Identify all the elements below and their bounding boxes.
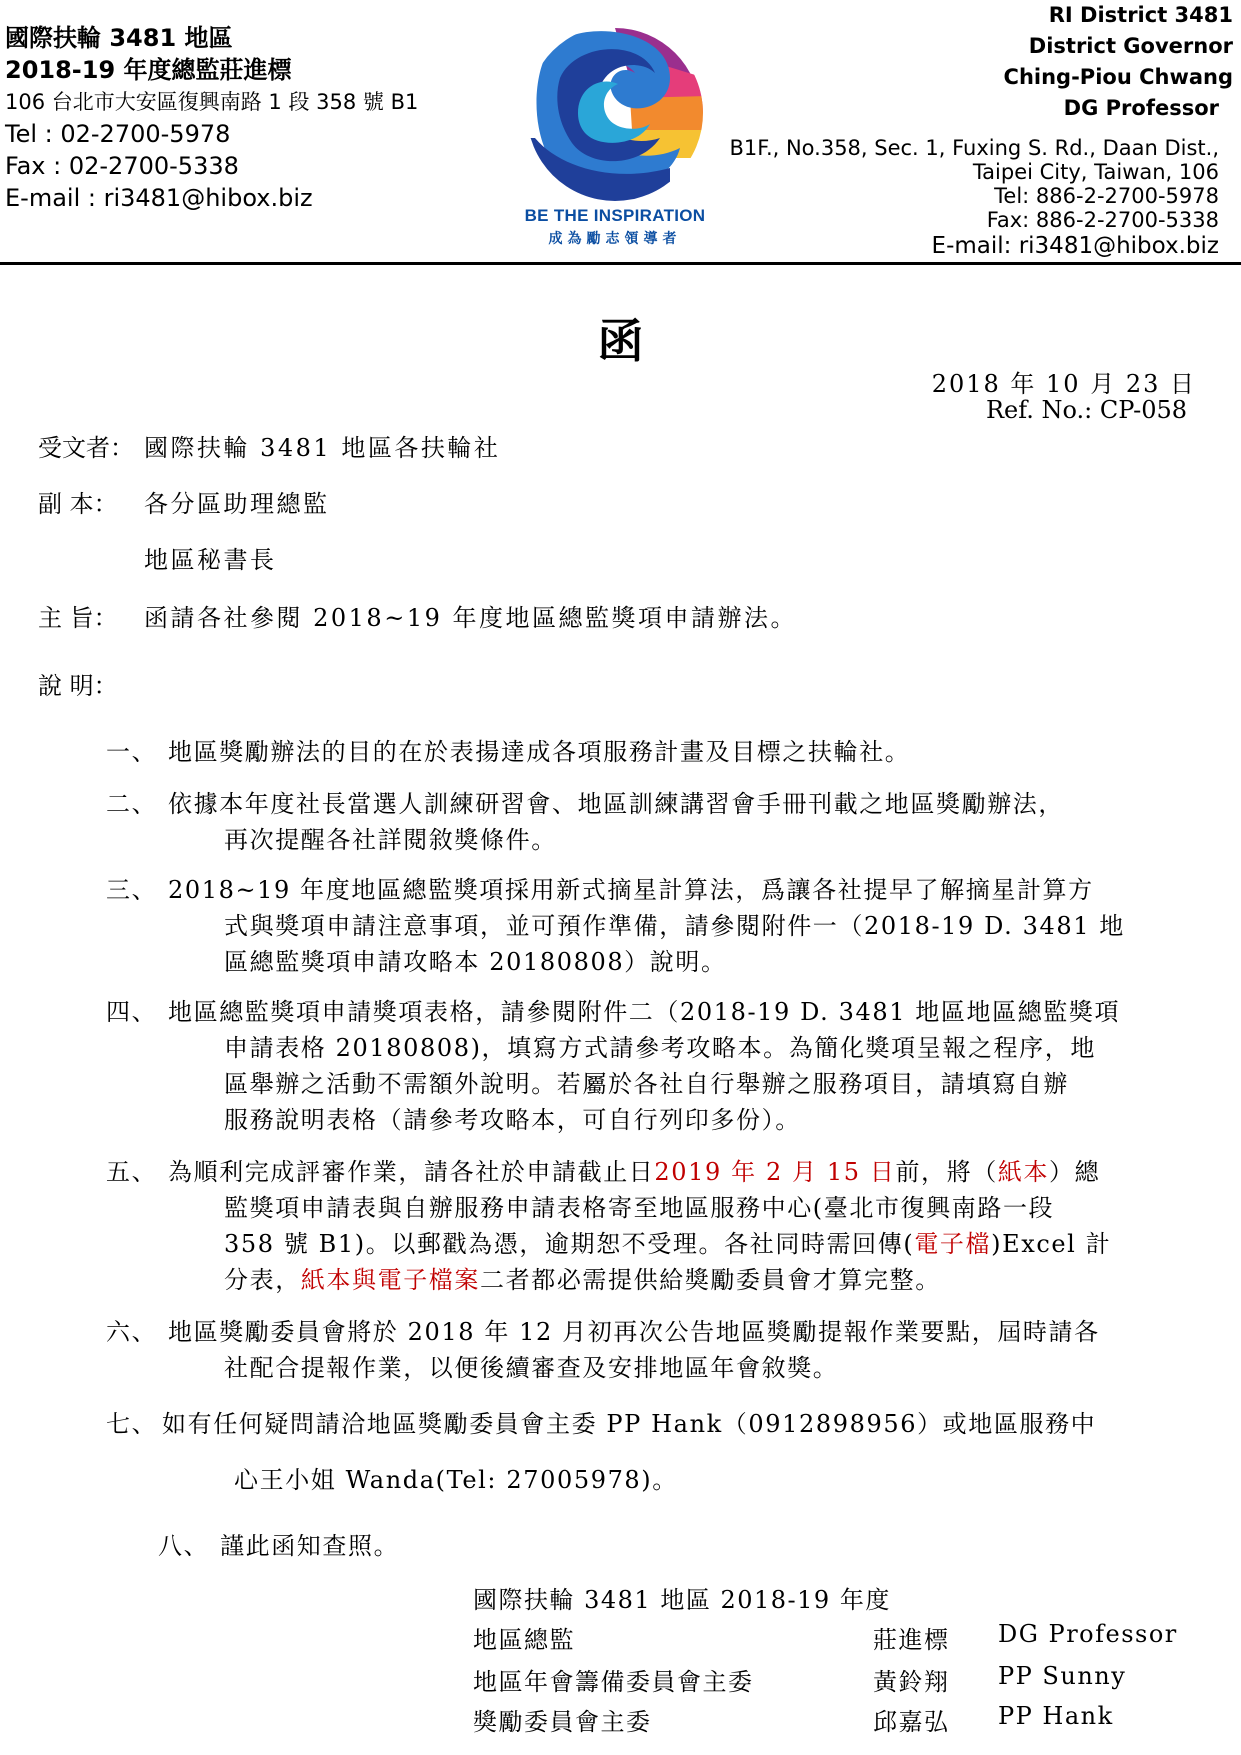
item-5-line-3 xyxy=(168,1226,1206,1262)
signature-title-1: DG Professor xyxy=(998,1620,1178,1648)
item-5-text-a: 為順利完成評審作業，請各社於申請截止日 xyxy=(168,1158,655,1186)
signature-name-3: 邱嘉弘 xyxy=(873,1708,950,1736)
description-label: 說 明： xyxy=(38,672,118,700)
item-7-line-2: 心王小姐 Wanda(Tel: 27005978)。 xyxy=(234,1466,678,1494)
recipient-label: 受文者： xyxy=(38,434,134,462)
item-4-line-3: 區舉辦之活動不需額外說明。若屬於各社自行舉辦之服務項目，請填寫自辦 xyxy=(224,1070,1069,1098)
item-5-text-f: 分表， xyxy=(224,1266,301,1294)
item-3-line-2: 式與獎項申請注意事項，並可預作準備，請參閱附件一（2018-19 D. 3481 地 xyxy=(224,912,1125,940)
item-4 xyxy=(106,994,1206,1138)
item-3-line-1: 2018~19 年度地區總監獎項採用新式摘星計算法，爲讓各社提早了解摘星計算方 xyxy=(168,876,1094,904)
item-8-text: 謹此函知查照。 xyxy=(220,1532,400,1560)
item-3-line-3: 區總監獎項申請攻略本 20180808）說明。 xyxy=(224,948,727,976)
both-formats-highlight: 紙本與電子檔案 xyxy=(300,1266,481,1294)
address-en-1: B1F., No.358, Sec. 1, Fuxing S. Rd., Daan Dist., xyxy=(729,136,1219,160)
document-date: 2018 年 10 月 23 日 xyxy=(931,370,1196,398)
signature-name-2: 黃鈴翔 xyxy=(873,1668,950,1696)
recipient: 國際扶輪 3481 地區各扶輪社 xyxy=(144,434,501,462)
item-7 xyxy=(106,1406,1206,1498)
signature-title-2: PP Sunny xyxy=(998,1662,1127,1690)
subject: 函請各社參閱 2018~19 年度地區總監獎項申請辦法。 xyxy=(144,604,797,632)
letterhead-right xyxy=(729,0,1233,260)
cc-label: 副 本： xyxy=(38,490,118,518)
item-5-line-4 xyxy=(168,1262,1206,1298)
item-5-line-2: 監獎項申請表與自辦服務申請表格寄至地區服務中心(臺北市復興南路一段 xyxy=(224,1194,1055,1222)
item-3-number: 三、 xyxy=(106,876,158,904)
email-en: E-mail: ri3481@hibox.biz xyxy=(931,233,1219,259)
item-5-text-c: ）總 xyxy=(1049,1158,1101,1186)
signature-role-1: 地區總監 xyxy=(473,1626,575,1654)
item-5-number: 五、 xyxy=(106,1158,158,1186)
item-8-number: 八、 xyxy=(158,1532,210,1560)
document-title: 函 xyxy=(597,314,644,368)
item-6-line-1: 地區獎勵委員會將於 2018 年 12 月初再次公告地區獎勵提報作業要點，屆時請各 xyxy=(168,1318,1100,1346)
item-5-text-d: 358 號 B1)。以郵戳為憑，逾期恕不受理。各社同時需回傳( xyxy=(224,1230,915,1258)
item-5-text-b: 前，將（ xyxy=(895,1158,998,1186)
district-en: RI District 3481 xyxy=(1048,3,1233,27)
inspiration-logo-icon xyxy=(520,18,710,208)
item-2-line-1: 依據本年度社長當選人訓練研習會、地區訓練講習會手冊刊載之地區獎勵辦法， xyxy=(168,790,1064,818)
signature-role-2: 地區年會籌備委員會主委 xyxy=(473,1668,754,1696)
item-4-line-1: 地區總監獎項申請獎項表格，請參閱附件二（2018-19 D. 3481 地區地區總監獎項 xyxy=(168,998,1121,1026)
item-7-line-1: 如有任何疑問請洽地區獎勵委員會主委 PP Hank（0912898956）或地區服務中 xyxy=(162,1410,1097,1438)
item-1-number: 一、 xyxy=(106,738,158,766)
letterhead-left xyxy=(5,22,418,214)
slogan-en: BE THE INSPIRATION xyxy=(524,206,706,225)
deadline-date: 2019 年 2 月 15 日 xyxy=(654,1158,896,1186)
item-6-number: 六、 xyxy=(106,1318,158,1346)
signature-name-1: 莊進標 xyxy=(873,1626,950,1654)
item-6-line-2: 社配合提報作業，以便後續審查及安排地區年會敘獎。 xyxy=(224,1354,839,1382)
cc-2: 地區秘書長 xyxy=(144,546,277,574)
header-divider xyxy=(0,262,1241,265)
paper-copy-highlight: 紙本 xyxy=(997,1158,1050,1186)
address-en-2: Taipei City, Taiwan, 106 xyxy=(972,160,1219,184)
item-1-text: 地區獎勵辦法的目的在於表揚達成各項服務計畫及目標之扶輪社。 xyxy=(168,738,911,766)
item-2-number: 二、 xyxy=(106,790,158,818)
item-8 xyxy=(158,1528,1241,1564)
email-zh: E-mail : ri3481@hibox.biz xyxy=(5,184,313,212)
tel-zh: Tel : 02-2700-5978 xyxy=(5,120,231,148)
cc-1: 各分區助理總監 xyxy=(144,490,330,518)
org-name-zh: 國際扶輪 3481 地區 xyxy=(5,24,233,52)
slogan xyxy=(510,206,720,248)
item-4-line-2: 申請表格 20180808)，填寫方式請參考攻略本。為簡化獎項呈報之程序，地 xyxy=(224,1034,1096,1062)
address-zh: 106 台北市大安區復興南路 1 段 358 號 B1 xyxy=(5,90,419,114)
governor-name-en: Ching-Piou Chwang xyxy=(1003,65,1233,89)
item-5 xyxy=(106,1154,1206,1298)
item-4-number: 四、 xyxy=(106,998,158,1026)
item-7-number: 七、 xyxy=(106,1410,158,1438)
item-2-line-2: 再次提醒各社詳閱敘獎條件。 xyxy=(224,826,557,854)
item-6 xyxy=(106,1314,1206,1386)
reference-number: Ref. No.: CP-058 xyxy=(985,396,1187,424)
electronic-file-highlight: 電子檔 xyxy=(914,1230,992,1258)
governor-name-zh: 2018-19 年度總監莊進標 xyxy=(5,56,292,84)
signature-title-3: PP Hank xyxy=(998,1702,1114,1730)
tel-en: Tel: 886-2-2700-5978 xyxy=(994,184,1219,208)
subject-label: 主 旨： xyxy=(38,604,118,632)
role-en: District Governor xyxy=(1028,34,1233,58)
fax-zh: Fax : 02-2700-5338 xyxy=(5,152,239,180)
governor-title-en: DG Professor xyxy=(1063,96,1219,120)
slogan-zh: 成為勵志領導者 xyxy=(548,231,682,247)
signature-org: 國際扶輪 3481 地區 2018-19 年度 xyxy=(473,1586,891,1614)
item-4-line-4: 服務說明表格（請參考攻略本，可自行列印多份）。 xyxy=(224,1106,801,1134)
item-5-line-1 xyxy=(168,1154,1206,1190)
item-1 xyxy=(106,734,1206,770)
item-5-text-g: 二者都必需提供給獎勵委員會才算完整。 xyxy=(480,1266,941,1294)
item-2 xyxy=(106,786,1206,858)
item-5-text-e: )Excel 計 xyxy=(991,1230,1112,1258)
fax-en: Fax: 886-2-2700-5338 xyxy=(986,208,1219,232)
item-3 xyxy=(106,872,1206,980)
signature-role-3: 獎勵委員會主委 xyxy=(473,1708,652,1736)
